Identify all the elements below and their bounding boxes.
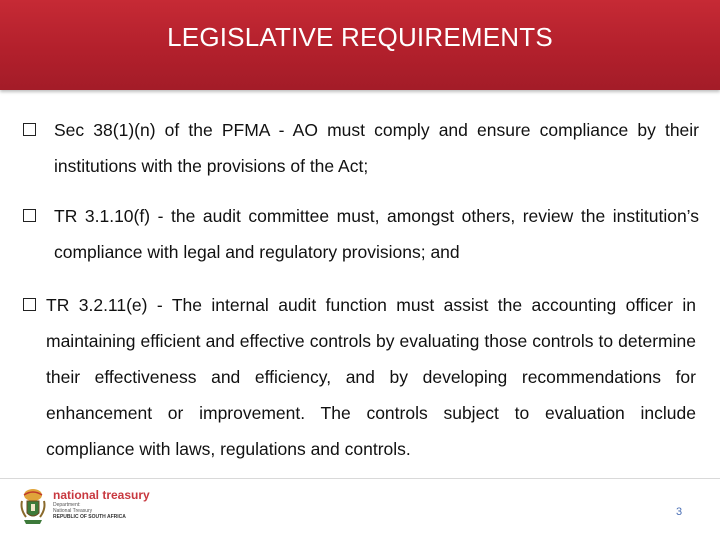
bullet-item: TR 3.1.10(f) - the audit committee must, amongst others, review the institution’s compliance with legal and regulatory provisions; and <box>54 206 699 262</box>
logo-line-treasury: National Treasury <box>53 508 93 514</box>
footer-divider <box>0 478 720 479</box>
checkbox-bullet-icon <box>23 123 36 136</box>
checkbox-bullet-icon <box>23 209 36 222</box>
logo-title: national treasury <box>53 488 150 502</box>
bullet-item: Sec 38(1)(n) of the PFMA - AO must comply and ensure compliance by their institutions with the provisions of the Act; <box>54 120 699 176</box>
logo-line-republic: REPUBLIC OF SOUTH AFRICA <box>53 514 126 520</box>
title-bar <box>0 0 720 90</box>
logo-line-department: Department: <box>53 502 81 508</box>
bullet-item: TR 3.2.11(e) - The internal audit function must assist the accounting officer in maintaining efficient and effective controls by evaluating those controls to determine their effectiveness and efficiency, and by developing recommendations for enhancement or improvement. The controls subject to evaluation include compliance with laws, regulations and controls. <box>46 295 696 459</box>
page-number: 3 <box>676 506 683 518</box>
coat-of-arms-icon <box>18 487 48 527</box>
logo-text-block <box>53 488 150 520</box>
national-treasury-logo <box>18 487 188 531</box>
checkbox-bullet-icon <box>23 298 36 311</box>
slide-title: LEGISLATIVE REQUIREMENTS <box>167 22 553 52</box>
